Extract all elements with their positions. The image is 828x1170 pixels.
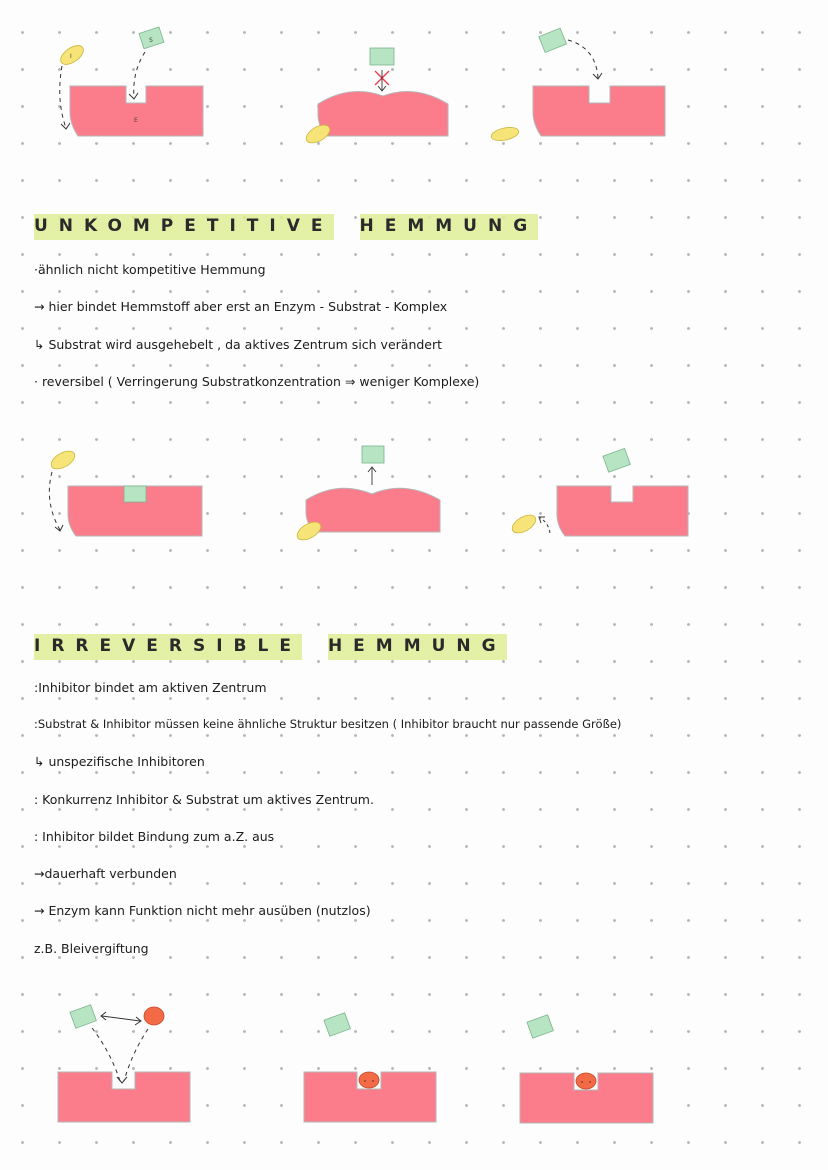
text-line: ↳ Substrat wird ausgehebelt , da aktives Zentrum sich verändert xyxy=(34,337,443,352)
heading-word-1: UNKOMPETITIVE xyxy=(34,214,334,240)
double-arrow xyxy=(102,1016,140,1021)
irreversible-inhibitor xyxy=(359,1072,379,1088)
heading-word-2: HEMMUNG xyxy=(360,214,539,240)
panel-1 xyxy=(48,447,202,536)
text-line: :Substrat & Inhibitor müssen keine ähnliche Struktur besitzen ( Inhibitor braucht nur passende Größe) xyxy=(34,717,622,731)
enzyme-deformed xyxy=(318,92,448,137)
substrate-square xyxy=(70,1005,96,1028)
panel-3 xyxy=(509,448,688,536)
heading-word-1: IRREVERSIBLE xyxy=(34,634,302,660)
panel-3 xyxy=(520,1015,653,1123)
diagram-noncompetitive xyxy=(0,0,828,160)
text-line: ↳ unspezifische Inhibitoren xyxy=(34,754,205,769)
enzyme-shape xyxy=(533,86,665,136)
substrate-square xyxy=(370,48,394,65)
text-line: ·ähnlich nicht kompetitive Hemmung xyxy=(34,262,266,277)
text-line: → hier bindet Hemmstoff aber erst an Enzym - Substrat - Komplex xyxy=(34,299,448,314)
inhibitor-ellipse xyxy=(57,42,86,68)
enzyme-label: E xyxy=(134,117,138,124)
panel-3 xyxy=(490,28,665,143)
heading-word-2: HEMMUNG xyxy=(328,634,507,660)
text-line: : Konkurrenz Inhibitor & Substrat um aktives Zentrum. xyxy=(34,792,374,807)
substrate-label: S xyxy=(149,37,153,44)
text-line: · reversibel ( Verringerung Substratkonzentration ⇒ weniger Komplexe) xyxy=(34,374,480,389)
substrate-square xyxy=(124,486,146,502)
arrow-inhibitor xyxy=(49,472,60,530)
panel-2 xyxy=(304,1013,436,1122)
substrate-square xyxy=(362,446,384,463)
substrate-square xyxy=(539,28,567,52)
panel-1 xyxy=(58,1005,190,1122)
panel-1 xyxy=(57,27,203,136)
text-line: → Enzym kann Funktion nicht mehr ausüben (nutzlos) xyxy=(34,903,371,918)
text-line: z.B. Bleivergiftung xyxy=(34,941,149,956)
inhibitor-label: I xyxy=(70,53,72,60)
text-line: →dauerhaft verbunden xyxy=(34,866,177,881)
inhibitor-ellipse xyxy=(490,125,520,143)
text-line: :Inhibitor bindet am aktiven Zentrum xyxy=(34,680,267,695)
enzyme-deformed xyxy=(306,488,440,532)
diagram-uncompetitive xyxy=(0,430,828,560)
irreversible-inhibitor xyxy=(144,1007,164,1025)
heading-uncompetitive xyxy=(34,216,538,236)
irreversible-inhibitor xyxy=(576,1073,596,1089)
inhibitor-ellipse xyxy=(48,447,78,472)
inhibitor-ellipse xyxy=(509,511,539,536)
substrate-square xyxy=(603,448,630,472)
enzyme-shape xyxy=(70,86,203,136)
text-line: : Inhibitor bildet Bindung zum a.Z. aus xyxy=(34,829,275,844)
arrow-substrate xyxy=(134,52,145,98)
panel-2 xyxy=(303,48,448,147)
panel-2 xyxy=(294,446,440,544)
heading-irreversible xyxy=(34,636,507,656)
diagram-irreversible xyxy=(0,995,828,1135)
enzyme-shape xyxy=(557,486,688,536)
substrate-square xyxy=(527,1015,553,1038)
arrow-inhibitor xyxy=(60,66,66,128)
arrow-substrate xyxy=(568,40,598,78)
substrate-square xyxy=(324,1013,350,1036)
